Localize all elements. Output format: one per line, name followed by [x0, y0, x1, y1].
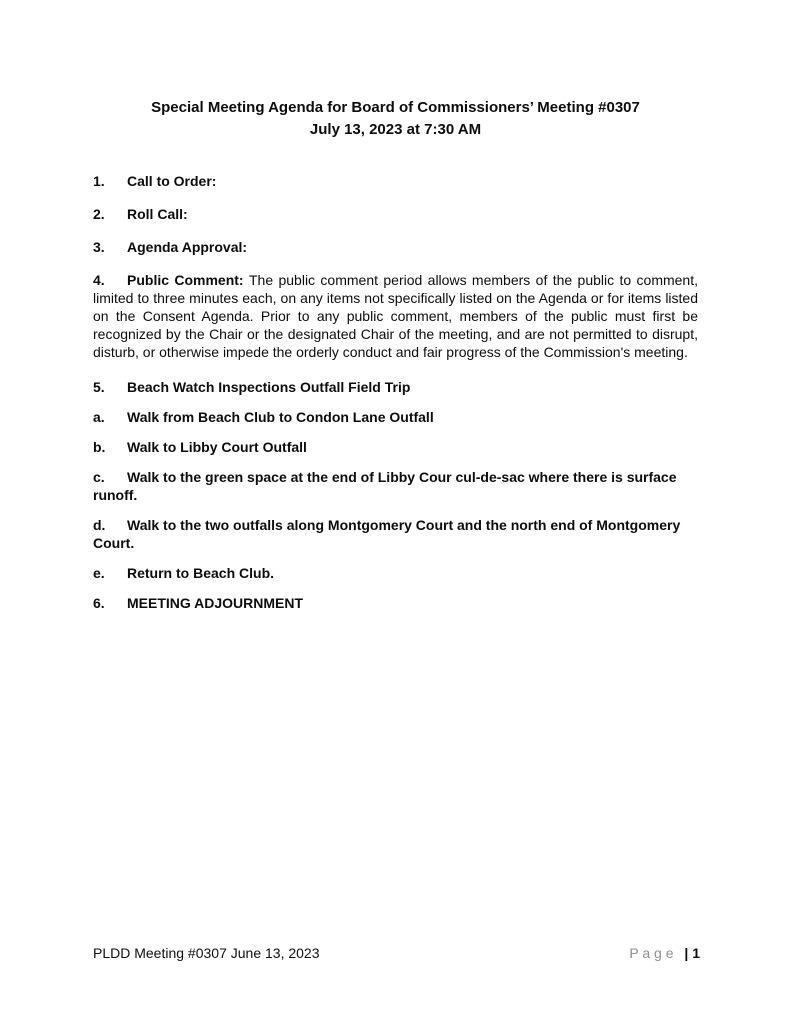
agenda-item-marker: b.	[93, 439, 106, 455]
agenda-item-b	[93, 438, 698, 456]
agenda-item-text: Return to Beach Club.	[127, 565, 275, 581]
footer-meeting-reference: PLDD Meeting #0307 June 13, 2023	[93, 945, 320, 961]
agenda-item-2	[93, 205, 698, 223]
agenda-item-6	[93, 594, 698, 612]
agenda-item-text: The public comment period allows members of the public to comment, limited to three minutes each, on any items not specifically listed on the Agenda or for items listed on the Consent Agenda. Prior to any public comment, members of the public must first be recognized by the Chair or the designated Chair of the meeting, and are not permitted to disrupt, disturb, or otherwise impede the orderly conduct and fair progress of the Commission's meeting.	[93, 272, 698, 360]
footer-page-indicator	[629, 944, 700, 962]
agenda-item-marker: 5.	[93, 379, 105, 395]
agenda-item-1	[93, 172, 698, 190]
agenda-list	[93, 172, 698, 612]
agenda-item-marker: d.	[93, 517, 106, 533]
agenda-item-e	[93, 564, 698, 582]
document-content	[93, 97, 698, 624]
agenda-item-marker: c.	[93, 469, 105, 485]
agenda-item-marker: 6.	[93, 595, 105, 611]
agenda-item-d	[93, 516, 698, 552]
agenda-item-marker: 1.	[93, 173, 105, 189]
agenda-item-marker: 2.	[93, 206, 105, 222]
agenda-item-text: Walk to the two outfalls along Montgomery Court and the north end of Montgomery Court.	[93, 517, 681, 551]
page-title: Special Meeting Agenda for Board of Commissioners’ Meeting #0307	[151, 99, 640, 116]
page-footer	[93, 944, 700, 962]
agenda-item-3	[93, 238, 698, 256]
agenda-item-text: Agenda Approval:	[127, 239, 248, 255]
agenda-item-4	[93, 271, 698, 361]
agenda-item-marker: a.	[93, 409, 105, 425]
agenda-item-marker: 4.	[93, 272, 105, 288]
page-subtitle: July 13, 2023 at 7:30 AM	[309, 121, 482, 138]
agenda-item-text: MEETING ADJOURNMENT	[127, 595, 304, 611]
footer-page-number: | 1	[684, 945, 700, 961]
agenda-item-text: Call to Order:	[127, 173, 217, 189]
agenda-item-text: Walk to Libby Court Outfall	[127, 439, 307, 455]
agenda-item-c	[93, 468, 698, 504]
agenda-item-5	[93, 378, 698, 396]
agenda-item-text: Walk to the green space at the end of Libby Cour cul-de-sac where there is surface runoff.	[93, 469, 677, 503]
agenda-item-marker: e.	[93, 565, 105, 581]
agenda-item-lead: Public Comment:	[127, 272, 249, 288]
agenda-item-text: Walk from Beach Club to Condon Lane Outfall	[127, 409, 434, 425]
footer-page-word: P a g e	[629, 945, 674, 961]
agenda-item-text: Beach Watch Inspections Outfall Field Trip	[127, 379, 411, 395]
agenda-item-text: Roll Call:	[127, 206, 188, 222]
agenda-item-a	[93, 408, 698, 426]
agenda-item-marker: 3.	[93, 239, 105, 255]
